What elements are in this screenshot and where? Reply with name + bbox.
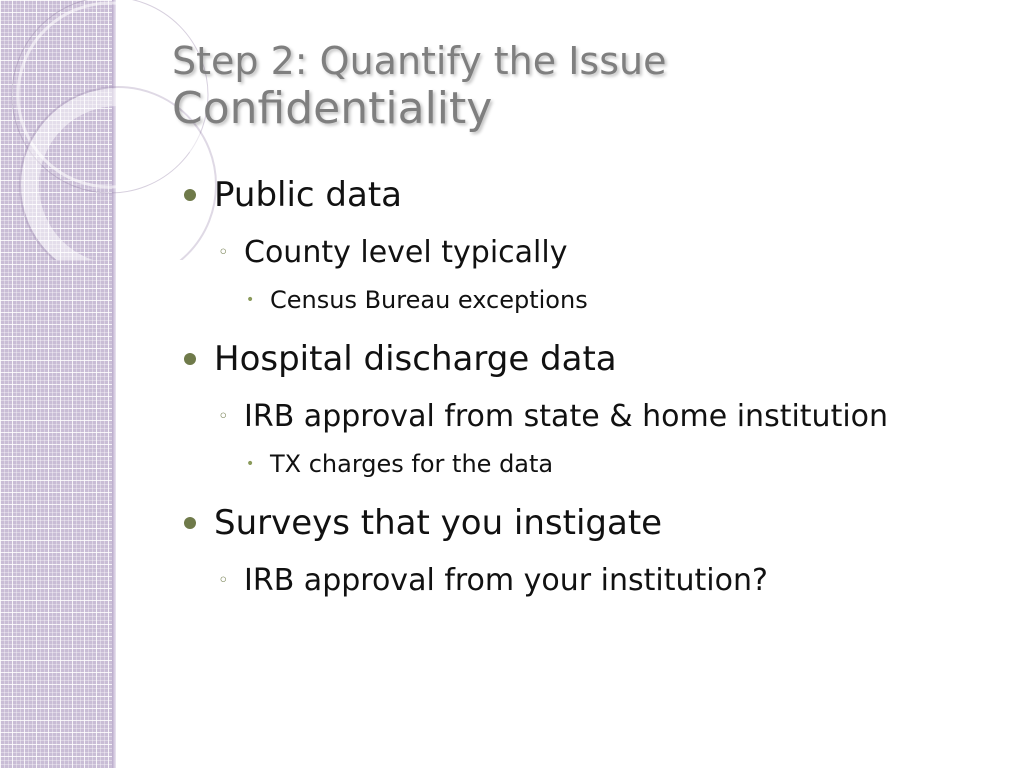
bullet-dot-icon xyxy=(184,189,196,201)
bullet-ring-icon: ◦ xyxy=(218,406,229,427)
bullet-dot-icon xyxy=(184,353,196,365)
bullet-hospital-data xyxy=(180,336,1000,382)
bullet-text: Surveys that you instigate xyxy=(214,503,663,543)
bullet-tx-charges xyxy=(180,446,1000,482)
bullet-text: Census Bureau exceptions xyxy=(270,286,588,314)
bullet-ring-icon: ◦ xyxy=(218,242,229,263)
bullet-text: Public data xyxy=(214,175,403,215)
bullet-irb-institution xyxy=(180,560,1000,602)
bullet-irb-state xyxy=(180,396,1000,438)
bullet-census-exceptions xyxy=(180,282,1000,318)
bullet-text: IRB approval from your institution? xyxy=(244,563,768,598)
slide-title xyxy=(172,40,666,134)
bullet-county-level xyxy=(180,232,1000,274)
bullet-text: TX charges for the data xyxy=(270,450,554,478)
bullet-text: County level typically xyxy=(244,235,568,270)
bullet-list xyxy=(180,172,1000,610)
bullet-dot-icon xyxy=(184,517,196,529)
bullet-small-dot-icon: • xyxy=(246,292,255,308)
bullet-small-dot-icon: • xyxy=(246,456,255,472)
bullet-text: IRB approval from state & home institution xyxy=(244,399,889,434)
title-topic: Confidentiality xyxy=(172,82,493,134)
bullet-ring-icon: ◦ xyxy=(218,570,229,591)
title-step: Step 2: Quantify the Issue xyxy=(172,39,667,83)
bullet-text: Hospital discharge data xyxy=(214,339,617,379)
bullet-public-data xyxy=(180,172,1000,218)
bullet-surveys xyxy=(180,500,1000,546)
